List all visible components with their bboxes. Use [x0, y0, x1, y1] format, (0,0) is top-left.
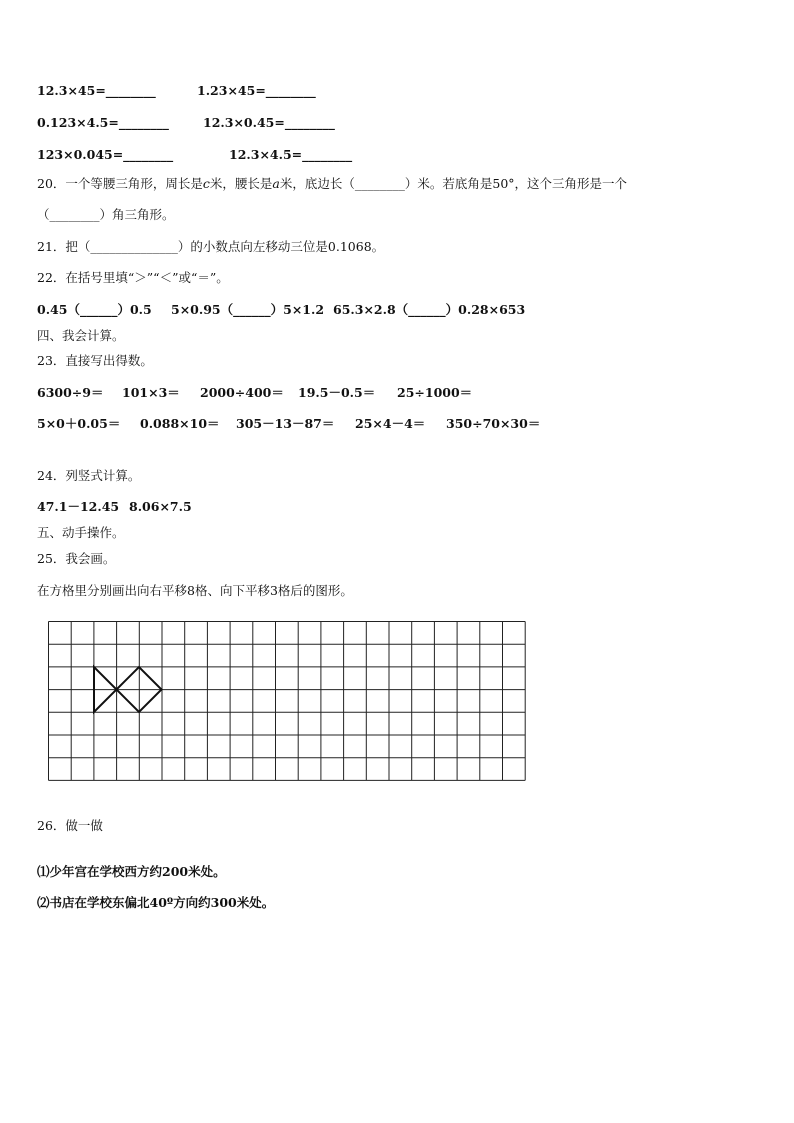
mental-calc-4: 19.5－0.5＝ — [298, 385, 376, 400]
compare-item-1: 0.45（______）0.5 — [37, 302, 152, 317]
mental-calc-1: 6300÷9＝ — [37, 385, 104, 400]
question-26-item-1: ⑴少年宫在学校西方约200米处。 — [37, 864, 226, 879]
question-22-title: 22．在括号里填“＞”“＜”或“＝”。 — [37, 270, 229, 285]
question-25-instruction: 在方格里分别画出向右平移8格、向下平移3格后的图形。 — [37, 583, 353, 598]
drawing-grid — [48, 621, 528, 789]
question-23-title: 23．直接写出得数。 — [37, 353, 153, 368]
question-20-line1: 20．一个等腰三角形，周长是𝑐米，腰长是𝑎米，底边长（________）米。若底角是50°，这个三角形是一个 — [37, 176, 628, 191]
grid-svg — [48, 621, 528, 785]
question-24-title: 24．列竖式计算。 — [37, 468, 141, 483]
section-5-heading: 五、动手操作。 — [37, 525, 125, 540]
question-25-title: 25．我会画。 — [37, 551, 116, 566]
grid-lines — [49, 622, 526, 781]
calc-12.3x0.45: 12.3×0.45=________ — [203, 115, 335, 130]
mental-calc-10: 350÷70×30＝ — [446, 416, 541, 431]
calc-12.3x4.5: 12.3×4.5=________ — [229, 147, 353, 162]
question-21: 21．把（______________）的小数点向左移动三位是0.1068。 — [37, 239, 385, 254]
mental-calc-3: 2000÷400＝ — [200, 385, 284, 400]
calc-123x0.045: 123×0.045=________ — [37, 147, 174, 162]
mental-calc-6: 5×0＋0.05＝ — [37, 416, 121, 431]
question-26-item-2: ⑵书店在学校东偏北40º方向约300米处。 — [37, 895, 275, 910]
calc-0.123x4.5: 0.123×4.5=________ — [37, 115, 169, 130]
mental-calc-8: 305－13－87＝ — [236, 416, 335, 431]
compare-item-3: 65.3×2.8（______）0.28×653 — [333, 302, 526, 317]
mental-calc-9: 25×4－4＝ — [355, 416, 426, 431]
compare-item-2: 5×0.95（______）5×1.2 — [171, 302, 325, 317]
section-4-heading: 四、我会计算。 — [37, 328, 125, 343]
mental-calc-2: 101×3＝ — [122, 385, 180, 400]
calc-1.23x45: 1.23×45=________ — [197, 83, 316, 98]
vertical-calc-1: 47.1－12.45 — [37, 499, 120, 514]
question-20-line2: （________）角三角形。 — [37, 207, 175, 222]
mental-calc-5: 25÷1000＝ — [397, 385, 473, 400]
mental-calc-7: 0.088×10＝ — [140, 416, 220, 431]
calc-12.3x45: 12.3×45=________ — [37, 83, 156, 98]
question-26-title: 26．做一做 — [37, 818, 103, 833]
vertical-calc-2: 8.06×7.5 — [129, 499, 192, 514]
